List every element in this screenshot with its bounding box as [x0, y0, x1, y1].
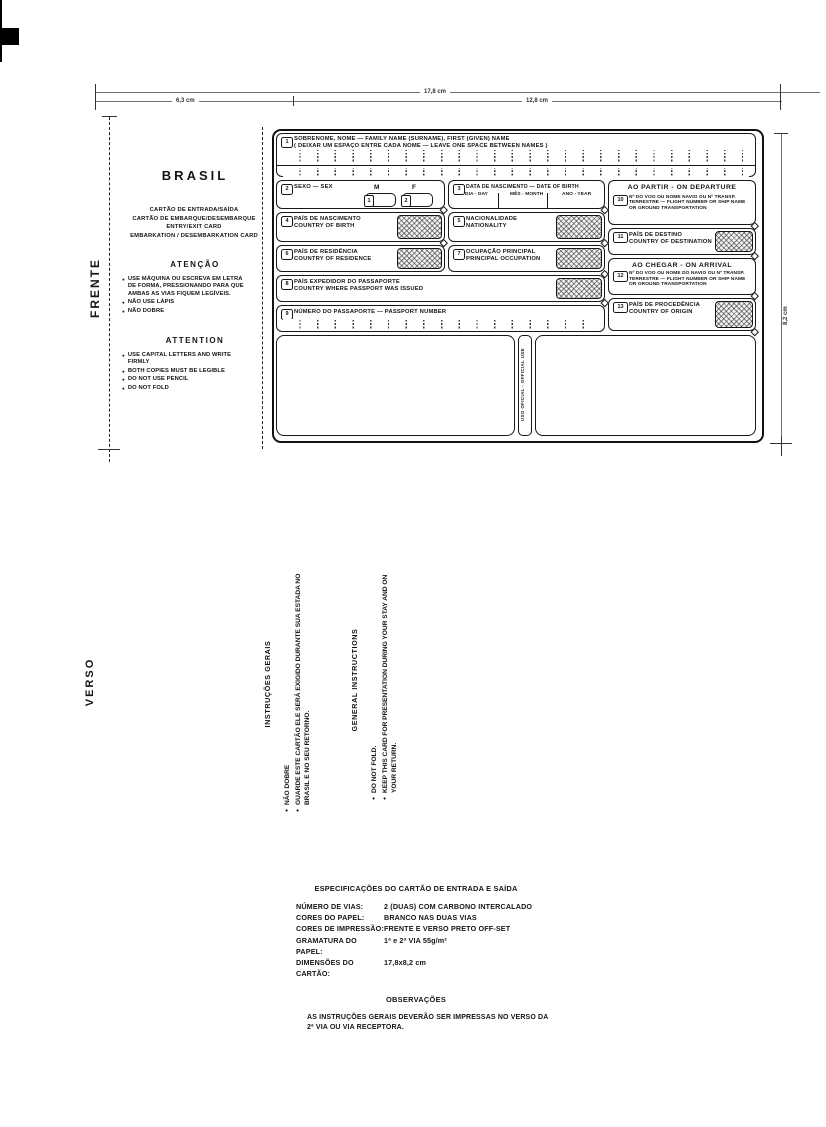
observations-title: OBSERVAÇÕES	[385, 995, 447, 1004]
frente-fold-line	[109, 117, 110, 462]
official-use-strip-label: USO OFICIAL - OFFICIAL USE	[520, 348, 525, 421]
atencao-list	[122, 276, 250, 316]
official-hatch-box	[556, 248, 602, 269]
verso-instructions-en	[350, 560, 408, 800]
bullet-icon: ●	[371, 796, 377, 800]
verso-pt-title: INSTRUÇÕES GERAIS	[263, 640, 272, 728]
field-country-of-residence	[276, 245, 445, 272]
list-item	[122, 368, 250, 375]
label-pt: OCUPAÇÃO PRINCIPAL	[466, 249, 536, 255]
scan-edge-artifact	[0, 0, 2, 62]
bullet-icon: ●	[295, 808, 302, 812]
list-item	[381, 560, 399, 800]
letter-tick-row	[283, 168, 749, 177]
attention-list	[122, 352, 250, 393]
field-number-badge: 2	[281, 184, 293, 195]
list-item	[122, 385, 250, 392]
field-number-badge: 6	[281, 249, 293, 260]
observations-line: AS INSTRUÇÕES GERAIS DEVERÃO SER IMPRESSAS NO VERSO DA	[307, 1014, 549, 1021]
official-hatch-box	[556, 278, 602, 299]
specs-title: ESPECIFICAÇÕES DO CARTÃO DE ENTRADA E SAÍDA	[314, 884, 518, 893]
spec-label: CORES DE IMPRESSÃO:	[296, 924, 384, 934]
spec-value: 17,8x8,2 cm	[384, 958, 427, 968]
field-number-badge: 1	[281, 137, 293, 148]
list-item-text: USE CAPITAL LETTERS AND WRITE FIRMLY	[127, 352, 232, 366]
month-label: MÊS - MONTH	[510, 192, 544, 197]
field-number-badge: 3	[453, 184, 465, 195]
bullet-icon: ●	[122, 300, 125, 306]
label-pt: PAÍS DE NASCIMENTO	[294, 216, 361, 222]
label-en: NATIONALITY	[466, 222, 507, 229]
label-en: COUNTRY OF BIRTH	[294, 222, 355, 229]
field-arrival	[608, 258, 756, 295]
date-separator	[498, 193, 499, 208]
spec-label: DIMENSÕES DO CARTÃO:	[296, 958, 354, 979]
field-country-of-birth	[276, 212, 445, 242]
field-number-badge: 9	[281, 309, 293, 320]
diamond-connector	[751, 328, 759, 336]
field-sex-label: SEXO — SEX	[294, 184, 333, 190]
label-pt: PAÍS DE DESTINO	[629, 232, 683, 238]
arrival-title: AO CHEGAR - ON ARRIVAL	[631, 261, 733, 269]
spec-row	[296, 935, 596, 957]
attention-title: ATTENTION	[165, 336, 225, 345]
dimension-tick-mid	[293, 96, 294, 106]
list-item	[122, 276, 250, 298]
female-label: F	[412, 184, 416, 191]
official-use-left-box	[276, 335, 515, 436]
field-number-badge: 5	[453, 216, 465, 227]
atencao-title: ATENÇÃO	[170, 260, 220, 269]
departure-title: AO PARTIR - ON DEPARTURE	[627, 184, 737, 191]
frente-fold-top-tick	[102, 116, 117, 117]
observations-text	[307, 1013, 567, 1033]
spec-row	[296, 923, 596, 934]
official-hatch-box	[715, 231, 753, 252]
spec-row	[296, 912, 596, 923]
dimension-tick-card-top	[774, 133, 788, 134]
field-nationality	[448, 212, 605, 242]
list-item-text: DO NOT USE PENCIL	[127, 376, 189, 383]
label-en: COUNTRY OF ORIGIN	[629, 308, 693, 315]
day-label: DIA - DAY	[465, 192, 488, 197]
field-birthdate	[448, 180, 605, 209]
spec-label: GRAMATURA DO PAPEL:	[296, 935, 357, 956]
male-checkbox-code: 1	[364, 195, 374, 207]
field-name	[276, 133, 756, 177]
field-country-of-destination	[608, 228, 756, 255]
arrival-text: Nº DO VOO OU NOME DO NAVIO OU Nº TRANSP. TERRESTRE — FLIGHT NUMBER OR SHIP NAME OR GROUND TRANSPORTATION	[629, 271, 746, 288]
brasil-title: BRASIL	[161, 168, 229, 183]
label-pt: NACIONALIDADE	[466, 216, 518, 222]
list-item	[370, 560, 379, 800]
spec-value: BRANCO NAS DUAS VIAS	[384, 913, 477, 923]
field-country-of-origin	[608, 298, 756, 331]
frente-side-label: FRENTE	[88, 258, 102, 318]
bullet-icon: ●	[122, 377, 125, 383]
year-label: ANO - YEAR	[562, 192, 592, 197]
label-pt: PAÍS DE RESIDÊNCIA	[294, 249, 358, 255]
letter-tick-row	[283, 319, 598, 330]
field-departure	[608, 180, 756, 225]
corner-registration-mark	[2, 28, 19, 45]
field-passport-number-label: NÚMERO DO PASSAPORTE — PASSPORT NUMBER	[294, 309, 447, 315]
spec-row	[296, 901, 596, 912]
dimension-line-total-width	[95, 92, 820, 93]
subtitle-line: EMBARKATION / DESEMBARKATION CARD	[130, 232, 258, 239]
field-number-badge: 11	[613, 232, 628, 243]
subtitle-line: ENTRY/EXIT CARD	[166, 224, 222, 230]
subtitle-line: CARTÃO DE EMBARQUE/DESEMBARQUE	[132, 215, 256, 222]
official-hatch-box	[556, 215, 602, 239]
bullet-icon: ●	[122, 368, 125, 374]
date-separator	[547, 193, 548, 208]
entry-exit-card	[272, 129, 764, 443]
label-pt: PAÍS DE PROCEDÊNCIA	[629, 302, 701, 308]
frente-fold-bottom-cross	[98, 449, 120, 450]
label-en: COUNTRY OF RESIDENCE	[294, 255, 372, 262]
official-hatch-box	[397, 215, 442, 239]
list-item-text: KEEP THIS CARD FOR PRESENTATION DURING YOUR STAY AND ON YOUR RETURN.	[382, 574, 399, 793]
dimension-tick-card-bottom-v	[781, 436, 782, 456]
bullet-icon: ●	[122, 308, 125, 314]
list-item-text: DO NOT FOLD.	[371, 745, 378, 793]
dimension-tick-left	[95, 84, 96, 110]
list-item-text: NÃO DOBRE	[284, 764, 291, 805]
field-occupation	[448, 245, 605, 272]
list-item	[122, 376, 250, 383]
list-item-text: NÃO DOBRE	[127, 307, 165, 314]
dimension-label-total-width: 17,8 cm	[420, 88, 450, 96]
official-hatch-box	[397, 248, 442, 269]
list-item-text: DO NOT FOLD	[127, 384, 169, 391]
label-en: PRINCIPAL OCCUPATION	[466, 255, 541, 262]
female-checkbox	[402, 193, 433, 207]
list-item	[122, 352, 250, 367]
spec-label: CORES DO PAPEL:	[296, 913, 365, 923]
list-item-text: NÃO USE LÁPIS	[127, 299, 175, 306]
list-item	[294, 556, 312, 812]
bullet-icon: ●	[284, 808, 290, 812]
verso-instructions-pt	[263, 556, 321, 812]
letter-tick-row	[283, 150, 749, 163]
bullet-icon: ●	[382, 796, 389, 800]
bullet-icon: ●	[122, 277, 125, 282]
bullet-icon: ●	[122, 385, 125, 391]
field-sex	[276, 180, 445, 209]
dimension-tick-right	[780, 84, 781, 110]
field-name-label-en: ( DEIXAR UM ESPAÇO ENTRE CADA NOME — LEAVE ONE SPACE BETWEEN NAMES )	[294, 142, 548, 149]
list-item-text: BOTH COPIES MUST BE LEGIBLE	[127, 367, 225, 374]
list-item	[122, 299, 250, 306]
spec-label: NÚMERO DE VIAS:	[296, 902, 364, 911]
card-height-text: 8,2 cm	[783, 306, 789, 325]
observations-line: 2ª VIA OU VIA RECEPTORA.	[307, 1024, 404, 1031]
field-number-badge: 13	[613, 302, 628, 313]
field-passport-number	[276, 305, 605, 332]
verso-side-label: VERSO	[84, 657, 96, 707]
label-en: COUNTRY WHERE PASSPORT WAS ISSUED	[294, 285, 424, 292]
card-type-subtitle	[110, 206, 278, 240]
list-item-text: USE MÁQUINA OU ESCREVA EM LETRA DE FORMA, PRESSIONANDO PARA QUE AMBAS AS VIAS FIQUEM LEGÍVEIS.	[127, 276, 244, 297]
spec-value: 2 (DUAS) COM CARBONO INTERCALADO	[384, 902, 533, 911]
list-item	[283, 556, 292, 812]
list-item-text: GUARDE ESTE CARTÃO ELE SERÁ EXIGIDO DURANTE SUA ESTADA NO BRASIL E NO SEU RETORNO.	[295, 573, 312, 805]
dimension-label-left-segment: 6,3 cm	[172, 97, 199, 105]
field-birthdate-label: DATA DE NASCIMENTO — DATE OF BIRTH	[466, 184, 579, 190]
field-number-badge: 8	[281, 279, 293, 290]
spec-value: FRENTE E VERSO PRETO OFF-SET	[384, 924, 511, 934]
field-number-badge: 10	[613, 195, 628, 206]
field-name-label-pt: SOBRENOME, NOME — FAMILY NAME (SURNAME), FIRST (GIVEN) NAME	[294, 136, 510, 142]
label-pt: PAÍS EXPEDIDOR DO PASSAPORTE	[294, 279, 400, 285]
spec-value: 1ª e 2ª VIA 55g/m²	[384, 935, 447, 945]
spec-row	[296, 957, 596, 979]
specs-table	[296, 901, 596, 979]
verso-en-title: GENERAL INSTRUCTIONS	[350, 628, 359, 732]
dimension-label-card-height	[774, 291, 789, 327]
female-checkbox-code: 2	[401, 195, 411, 207]
official-hatch-box	[715, 301, 753, 328]
departure-text: Nº DO VOO OU NOME NAVIO OU Nº TRANSP. TERRESTRE — FLIGHT NUMBER OR SHIP NAME OR GROUND TRANSPORTATION	[629, 194, 746, 211]
label-en: COUNTRY OF DESTINATION	[629, 238, 712, 245]
field-number-badge: 7	[453, 249, 465, 260]
field-number-badge: 4	[281, 216, 293, 227]
dimension-line-card-height	[781, 133, 782, 445]
field-number-badge: 12	[613, 271, 628, 282]
bullet-icon: ●	[122, 353, 125, 358]
official-use-right-box	[535, 335, 756, 436]
field-passport-issuing-country	[276, 275, 605, 302]
male-checkbox	[365, 193, 396, 207]
field-name-divider	[277, 165, 755, 166]
list-item	[122, 308, 250, 315]
subtitle-line: CARTÃO DE ENTRADA/SAÍDA	[149, 207, 239, 213]
dimension-label-right-segment: 12,8 cm	[522, 97, 552, 105]
male-label: M	[374, 184, 380, 191]
